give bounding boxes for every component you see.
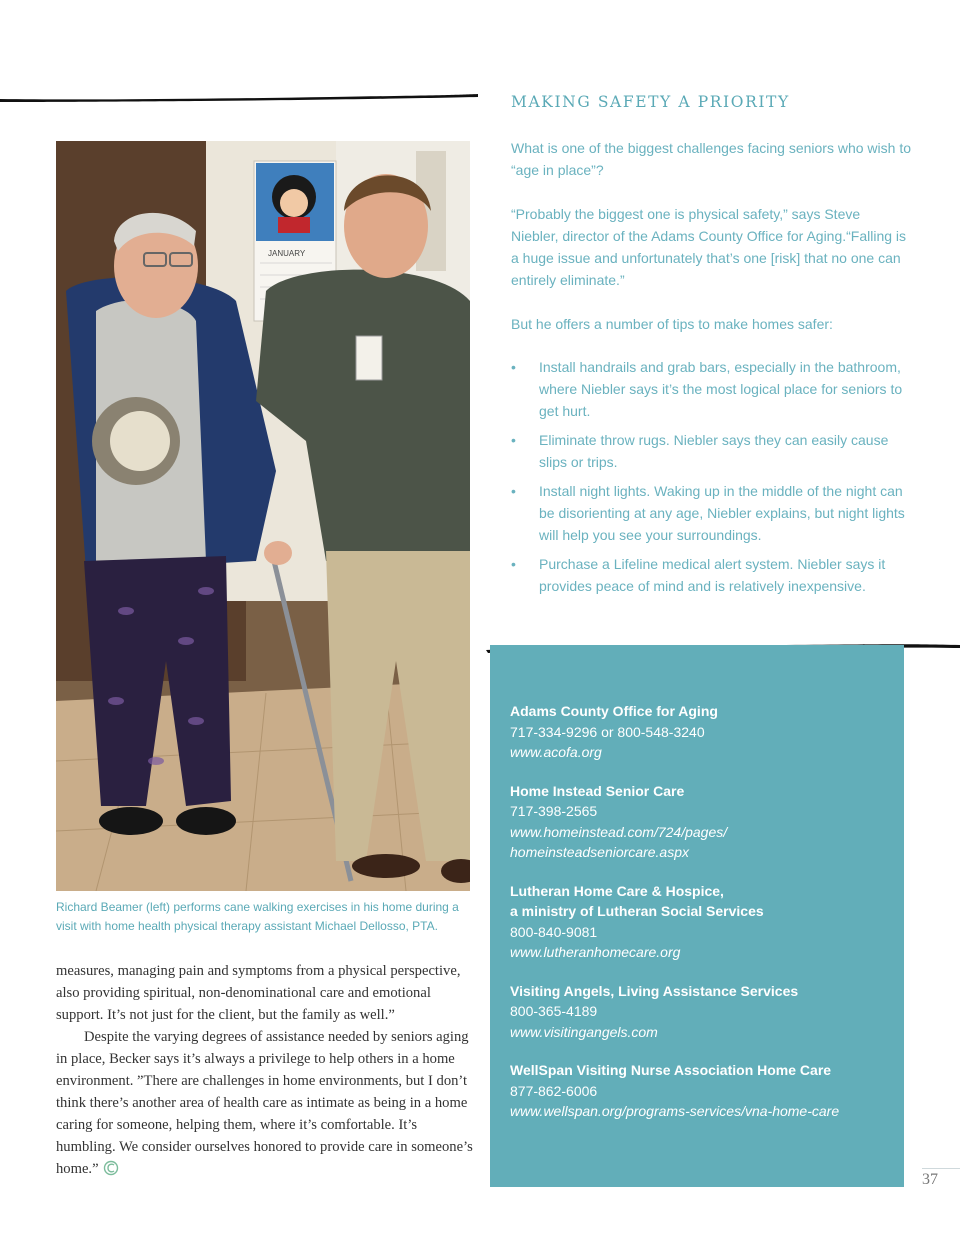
resource-phone: 877-862-6006	[510, 1082, 598, 1099]
body-paragraph-text: Despite the varying degrees of assistance needed by seniors aging in place, Becker says it’s always a privilege to help others in a home environment. ”There are challenges in home environments, but I don’t think there’s another area of health care as intimate as being in a home caring for someone, helping them, where it’s comfortable. It’s humbling. We consider ourselves honored to provide care in someone’s home.”	[56, 1029, 473, 1177]
magazine-logo-icon	[103, 1160, 119, 1176]
top-divider-rule	[0, 90, 480, 104]
article-photo	[56, 141, 470, 891]
tip-text: Purchase a Lifeline medical alert system. Niebler says it provides peace of mind and is relatively inexpensive.	[539, 556, 886, 594]
resource-phone: 717-334-9296 or 800-548-3240	[510, 723, 705, 740]
resource-entry	[510, 1060, 904, 1122]
quote-text: “Probably the biggest one is physical safety,” says Steve Niebler, director of the Adams County Office for Aging.“Falling is a huge issue and unfortunately that’s one [risk] that no one can entirely eliminate.”	[511, 206, 907, 288]
resource-link[interactable]: www.homeinstead.com/724/pages/	[510, 823, 728, 840]
resource-name: Home Instead Senior Care	[510, 782, 685, 799]
tip-text: Install handrails and grab bars, especially in the bathroom, where Niebler says it’s the most logical place for seniors to get hurt.	[539, 359, 903, 419]
resources-box	[490, 645, 904, 1187]
photo-caption: Richard Beamer (left) performs cane walking exercises in his home during a visit with home health physical therapy assistant Michael Dellosso, PTA.	[56, 900, 459, 933]
list-item	[511, 480, 911, 546]
page-number: 37	[922, 1171, 938, 1188]
resource-phone: 800-840-9081	[510, 923, 598, 940]
bullet-icon: •	[511, 556, 516, 572]
resource-entry	[510, 981, 904, 1043]
article-body	[56, 960, 476, 1180]
page-number-rule	[922, 1168, 960, 1169]
section-heading: MAKING SAFETY A PRIORITY	[511, 93, 790, 111]
bullet-icon: •	[511, 359, 516, 375]
body-paragraph	[56, 1026, 476, 1180]
tip-text: Install night lights. Waking up in the middle of the night can be disorienting at any age, Niebler explains, but night lights will help you see your surroundings.	[539, 483, 905, 543]
list-item	[511, 553, 911, 597]
resource-phone: 800-365-4189	[510, 1003, 598, 1019]
calendar-label: JANUARY	[268, 249, 306, 258]
tip-text: Eliminate throw rugs. Niebler says they can easily cause slips or trips.	[539, 432, 889, 470]
bullet-icon: •	[511, 432, 516, 448]
resource-name: Adams County Office for Aging	[510, 703, 718, 719]
resource-entry	[510, 701, 904, 763]
resource-name: WellSpan Visiting Nurse Association Home Care	[510, 1062, 832, 1078]
tips-intro-text: But he offers a number of tips to make homes safer:	[511, 316, 833, 332]
question-text: What is one of the biggest challenges facing seniors who wish to “age in place”?	[511, 140, 912, 178]
resource-entry	[510, 881, 904, 963]
resource-name: Visiting Angels, Living Assistance Services	[510, 982, 799, 999]
resource-phone: 717-398-2565	[510, 803, 598, 819]
body-paragraph: measures, managing pain and symptoms from a physical perspective, also providing spiritual, non-denominational care and emotional support. It’s not just for the client, but the family as well.”	[56, 963, 461, 1023]
safety-tips-list	[511, 356, 911, 604]
resource-name-continued: a ministry of Lutheran Social Services	[510, 903, 764, 919]
resource-link[interactable]: www.visitingangels.com	[510, 1023, 658, 1040]
list-item	[511, 429, 911, 473]
resource-link[interactable]: www.acofa.org	[510, 744, 602, 760]
resource-entry	[510, 781, 904, 863]
resource-link-continued[interactable]: homeinsteadseniorcare.aspx	[510, 844, 689, 860]
resource-link[interactable]: www.wellspan.org/programs-services/vna-home-care	[510, 1103, 840, 1119]
resource-link[interactable]: www.lutheranhomecare.org	[510, 944, 681, 960]
bullet-icon: •	[511, 483, 516, 499]
list-item	[511, 356, 911, 422]
resource-name: Lutheran Home Care & Hospice,	[510, 882, 724, 899]
